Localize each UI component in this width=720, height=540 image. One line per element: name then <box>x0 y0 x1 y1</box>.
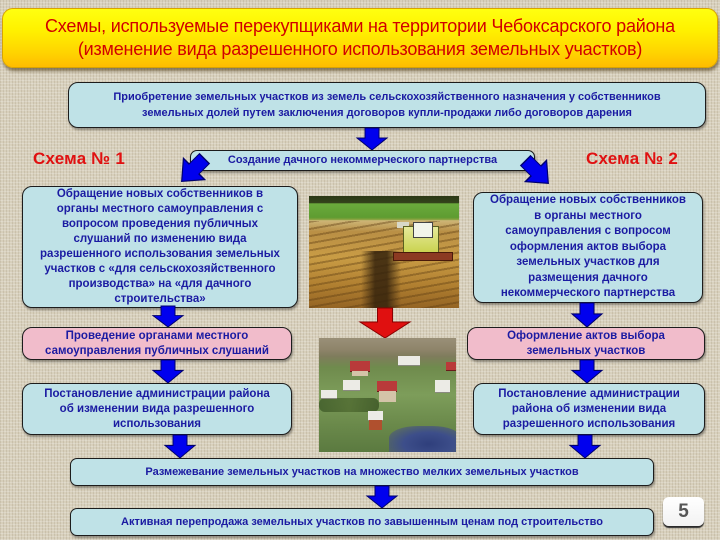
down-arrow-icon <box>165 435 195 458</box>
scheme-2-step-1-box <box>473 192 703 303</box>
scheme-1-step-2-box <box>22 327 292 360</box>
village-aerial-photo <box>319 338 456 452</box>
box-line: Оформление актов выбора <box>507 329 665 342</box>
red-down-arrow-icon <box>360 308 410 338</box>
scheme-1-label: Схема № 1 <box>33 149 125 168</box>
box-line: некоммерческого партнерства <box>500 287 676 300</box>
down-arrow-icon <box>357 128 387 150</box>
scheme-1-step-1-box <box>22 186 298 308</box>
scheme-2-step-2-box <box>467 327 705 360</box>
box-line: самоуправления с вопросом <box>505 225 671 238</box>
box-line: Обращение новых собственников <box>490 194 686 207</box>
page-number: 5 <box>663 497 704 526</box>
scheme-2-label: Схема № 2 <box>586 149 678 168</box>
down-arrow-icon <box>570 435 600 458</box>
box-line: в органы местного <box>534 209 642 222</box>
box-line: участков с «для сельскохозяйственного <box>44 263 276 275</box>
down-arrow-icon <box>153 360 183 383</box>
box-line: Обращение новых собственников в <box>56 188 264 200</box>
box-line: земельных участков <box>526 344 646 357</box>
down-arrow-icon <box>367 486 397 508</box>
box-line: Приобретение земельных участков из земель сельскохозяйственного назначения у собственников <box>113 91 661 103</box>
scheme-1-step-3-box <box>22 383 292 435</box>
box-line: разрешенного использования <box>502 417 676 430</box>
box-line: размещения дачного <box>528 271 648 284</box>
scheme-2-step-3-box <box>473 383 705 435</box>
down-arrow-icon <box>153 306 183 327</box>
box-line: земельных участков для <box>516 256 660 269</box>
slide-title <box>2 8 718 68</box>
land-acquisition-box <box>68 82 706 128</box>
box-line: земельных долей путем заключения договоров купли-продажи либо договоров дарения <box>142 107 632 119</box>
box-line: самоуправления публичных слушаний <box>45 344 269 357</box>
box-line: Создание дачного некоммерческого партнерства <box>227 154 498 166</box>
down-arrow-icon <box>572 360 602 383</box>
harvester-field-photo <box>309 196 459 308</box>
box-line: слушаний по изменению вида <box>73 233 247 245</box>
box-line: производства» на «для дачного <box>68 278 252 290</box>
box-line: Активная перепродажа земельных участков по завышенным ценам под строительство <box>121 515 603 528</box>
box-line: Размежевание земельных участков на множество мелких земельных участков <box>145 465 579 478</box>
box-line: об изменении вида разрешенного <box>59 402 255 415</box>
box-line: Постановление администрации <box>498 387 680 400</box>
box-line: строительства» <box>114 293 206 305</box>
subdivision-box <box>70 458 654 486</box>
box-line: Проведение органами местного <box>65 329 249 342</box>
box-line: вопросом проведения публичных <box>61 218 259 230</box>
title-line-2: (изменение вида разрешенного использования земельных участков) <box>77 39 643 59</box>
partnership-box <box>190 150 535 171</box>
resale-box <box>70 508 654 536</box>
box-line: Постановление администрации района <box>44 387 270 400</box>
box-line: района об изменении вида <box>511 402 667 415</box>
box-line: использования <box>112 417 202 430</box>
down-arrow-icon <box>572 303 602 327</box>
box-line: органы местного самоуправления с <box>56 203 264 215</box>
box-line: разрешенного использования земельных <box>40 248 280 260</box>
title-line-1: Схемы, используемые перекупщиками на территории Чебоксарского района <box>45 16 675 36</box>
box-line: оформления актов выбора <box>509 240 667 253</box>
